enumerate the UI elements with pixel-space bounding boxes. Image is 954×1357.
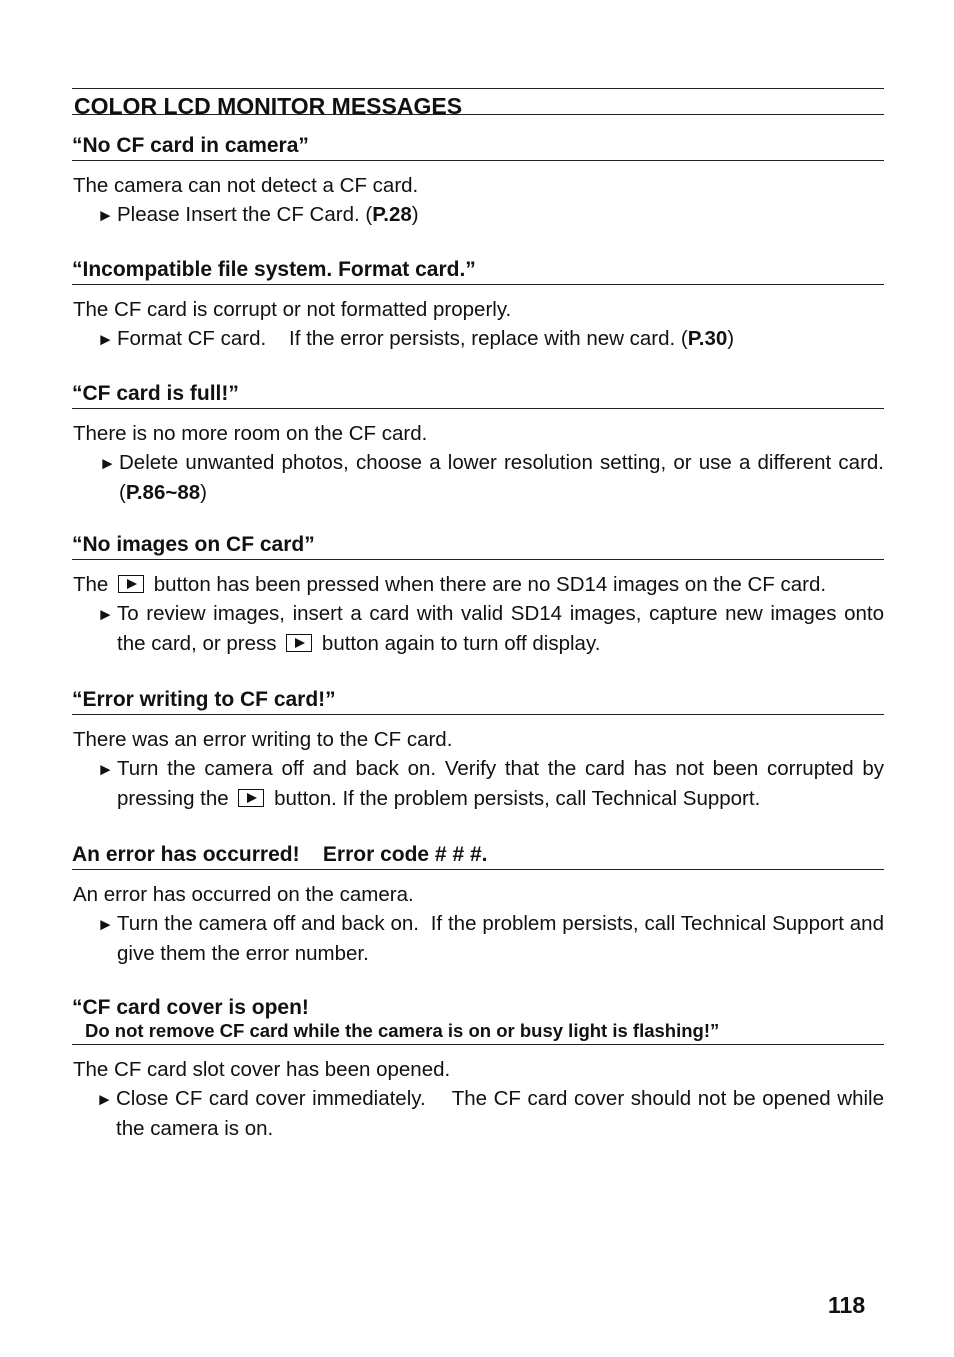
section-action: ► Please Insert the CF Card. (P.28) <box>72 200 884 230</box>
section-incompatible-file-system <box>72 258 884 354</box>
section-description: There is no more room on the CF card. <box>73 422 428 445</box>
section-heading: “No CF card in camera” <box>72 134 884 161</box>
section-description: The button has been pressed when there are no SD14 images on the CF card. <box>73 573 827 596</box>
section-heading: “Incompatible file system. Format card.” <box>72 258 884 285</box>
section-action: ► Delete unwanted photos, choose a lower resolution setting, or use a different card. (P.86~88) <box>99 451 884 504</box>
section-description: The CF card slot cover has been opened. <box>73 1058 451 1081</box>
arrow-bullet-icon: ► <box>97 760 114 779</box>
section-heading: “Error writing to CF card!” <box>72 688 884 715</box>
arrow-bullet-icon: ► <box>97 206 114 225</box>
page-title: COLOR LCD MONITOR MESSAGES <box>72 88 884 115</box>
section-action: ► Close CF card cover immediately. The CF card cover should not be opened while the camera is on. <box>96 1087 890 1140</box>
section-action: ► Turn the camera off and back on. If the problem persists, call Technical Support and give them the error number. <box>97 912 890 965</box>
page-reference: P.30 <box>687 327 728 350</box>
playback-button-icon <box>118 575 144 593</box>
section-description: There was an error writing to the CF card. <box>73 728 453 751</box>
arrow-bullet-icon: ► <box>97 605 114 624</box>
section-heading: “No images on CF card” <box>72 533 884 560</box>
section-cf-cover-open <box>72 996 890 1143</box>
section-description: An error has occurred on the camera. <box>73 883 414 906</box>
page-reference: P.86~88 <box>125 481 201 504</box>
section-no-cf-card <box>72 134 884 230</box>
page-number: 118 <box>828 1292 866 1318</box>
playback-button-icon <box>238 789 264 807</box>
section-description: The camera can not detect a CF card. <box>73 174 419 197</box>
arrow-bullet-icon: ► <box>97 915 114 934</box>
section-cf-card-full <box>72 382 884 507</box>
section-action: ► To review images, insert a card with valid SD14 images, capture new images onto the card, or press button again to turn off display. <box>97 602 884 655</box>
section-action: ► Format CF card. If the error persists, replace with new card. (P.30) <box>72 324 884 354</box>
section-description: The CF card is corrupt or not formatted properly. <box>73 298 512 321</box>
section-heading: An error has occurred! Error code # # #. <box>72 843 884 870</box>
page-reference: P.28 <box>372 203 412 226</box>
manual-page <box>72 88 890 1143</box>
playback-button-icon <box>286 634 312 652</box>
arrow-bullet-icon: ► <box>97 330 114 349</box>
section-subheading: Do not remove CF card while the camera is on or busy light is flashing!” <box>85 1020 720 1041</box>
section-error-writing <box>72 688 884 813</box>
section-error-occurred <box>72 843 890 968</box>
arrow-bullet-icon: ► <box>96 1090 113 1109</box>
section-action: ► Turn the camera off and back on. Verify that the card has not been corrupted by pressing the button. If the problem persists, call Technical Support. <box>97 757 884 810</box>
arrow-bullet-icon: ► <box>99 454 116 473</box>
section-heading: “CF card cover is open! Do not remove CF card while the camera is on or busy light is flashing!” <box>72 996 884 1045</box>
section-heading: “CF card is full!” <box>72 382 884 409</box>
section-no-images <box>72 533 884 658</box>
